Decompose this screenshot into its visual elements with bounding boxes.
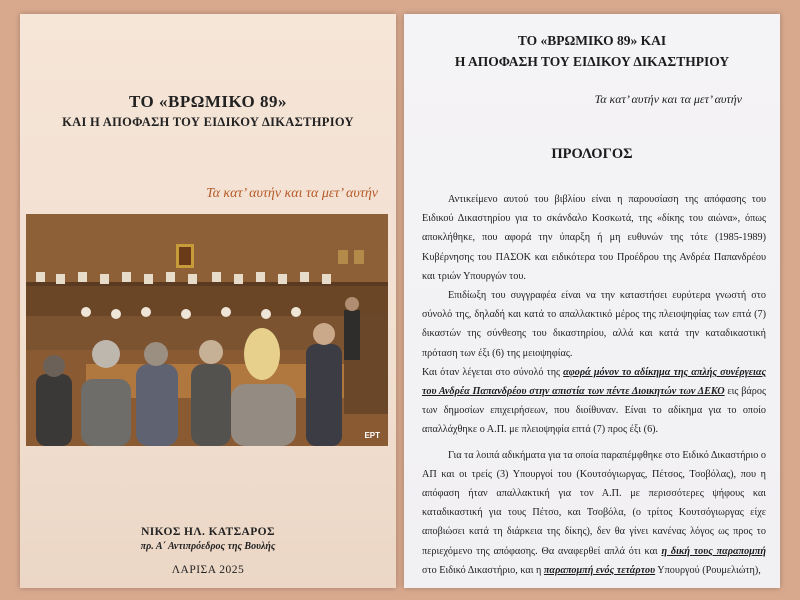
paragraph-1: Αντικείμενο αυτού του βιβλίου είναι η παρουσίαση της απόφασης του Ειδικού Δικαστηρίου για το σκάνδαλο Κοσκωτά, της «δίκης του αιώνα», όπως αποκλήθηκε, που αφορά την ύπαρξη ή μη ευθυνών της τότε (1985-1989) Κυβέρνησης του ΠΑΣΟΚ και ειδικότερα του Προέδρου της Ανδρέα Παπανδρέου και τριών Υπουργών του.: [422, 194, 766, 282]
photo-credit-logo: ΕΡΤ: [364, 431, 380, 440]
courtroom-illustration: [26, 214, 388, 446]
book-cover: [20, 14, 396, 588]
cover-title: ΤΟ «ΒΡΩΜΙΚΟ 89»: [129, 92, 287, 111]
page-title: ΤΟ «ΒΡΩΜΙΚΟ 89» ΚΑΙ: [517, 33, 667, 48]
paragraph-4-emphasis-2: παραπομπή ενός τετάρτου: [543, 564, 656, 576]
cover-author: ΝΙΚΟΣ ΗΛ. ΚΑΤΣΑΡΟΣ: [141, 526, 275, 538]
paragraph-4-emphasis-1: η δική τους παραπομπή: [661, 545, 766, 557]
prologue-page: [404, 14, 780, 588]
prologue-body: [422, 190, 766, 580]
paragraph-3: [422, 363, 766, 440]
paragraph-4-text-c: στο Ειδικό Δικαστήριο, και η: [422, 564, 544, 576]
paragraph-3-text-c: εις βάρος των δημοσίων επιχειρήσεων, που διοίθυναν. Είναι το αδίκημα για το οποίο απαλλάχθηκε ο Α.Π. με πλειοψηφία επτά (7) προς έξι (6).: [422, 386, 766, 436]
paragraph-4: [422, 446, 766, 580]
paragraph-4-text-e: Υπουργού (Ρουμελιώτη),: [655, 564, 761, 576]
cover-title-line2: ΚΑΙ Η ΑΠΟΦΑΣΗ ΤΟΥ ΕΙΔΙΚΟΥ ΔΙΚΑΣΤΗΡΙΟΥ: [62, 115, 354, 129]
cover-author-role: πρ. Α΄ Αντιπρόεδρος της Βουλής: [140, 541, 276, 552]
paragraph-4-text-a: Για τα λοιπά αδικήματα για τα οποία παραπέμφθηκε στο Ειδικό Δικαστήριο ο ΑΠ και οι τρείς (3) Υπουργοί του (Κουτσόγιωργας, Πέτσος, Τσοβόλας), που η απόφαση ήταν απαλλακτική για τον Α.Π. με περισσότερες ψήφους και καταδικαστική για τους Πέτσο, και Τσοβόλα, (ο τρίτος Κουτσόγιωργας είχε αποβιώσει κατά τη διάρκεια της δίκης), δεν θα γίνει κανένας λόγος ως προς το περιεχόμενο της απόφασης. Θα αναφερθεί απλά ότι και: [422, 449, 766, 557]
page-title-line2: Η ΑΠΟΦΑΣΗ ΤΟΥ ΕΙΔΙΚΟΥ ΔΙΚΑΣΤΗΡΙΟΥ: [454, 54, 730, 69]
paragraph-3-text-a: Και όταν λέγεται στο σύνολό της: [422, 366, 564, 378]
paragraph-2: Επιδίωξη του συγγραφέα είναι να την καταστήσει ευρύτερα γνωστή στο σύνολό της, δηλαδή και κατά το απαλλακτικό μέρος της πλειοψηφίας των επτά (7) δικαστών της σύνθεσης του δικαστηρίου, αλλά και κατά την καταδικαστική πρόταση των έξι (6) της μειοψηφίας.: [422, 290, 766, 359]
paragraph-3-emphasis: αφορά μόνον το αδίκημα της απλής συνέργειας του Ανδρέα Παπανδρέου στην απιστία των πέντε Διοικητών των ΔΕΚΟ: [422, 366, 766, 398]
cover-place-year: ΛΑΡΙΣΑ 2025: [171, 564, 245, 576]
prologue-heading: ΠΡΟΛΟΓΟΣ: [551, 146, 633, 162]
page-subtitle: Τα κατ’ αυτήν και τα μετ’ αυτήν: [594, 92, 742, 106]
cover-subtitle: Τα κατ’ αυτήν και τα μετ’ αυτήν: [206, 186, 378, 201]
courtroom-photo: [26, 214, 388, 446]
